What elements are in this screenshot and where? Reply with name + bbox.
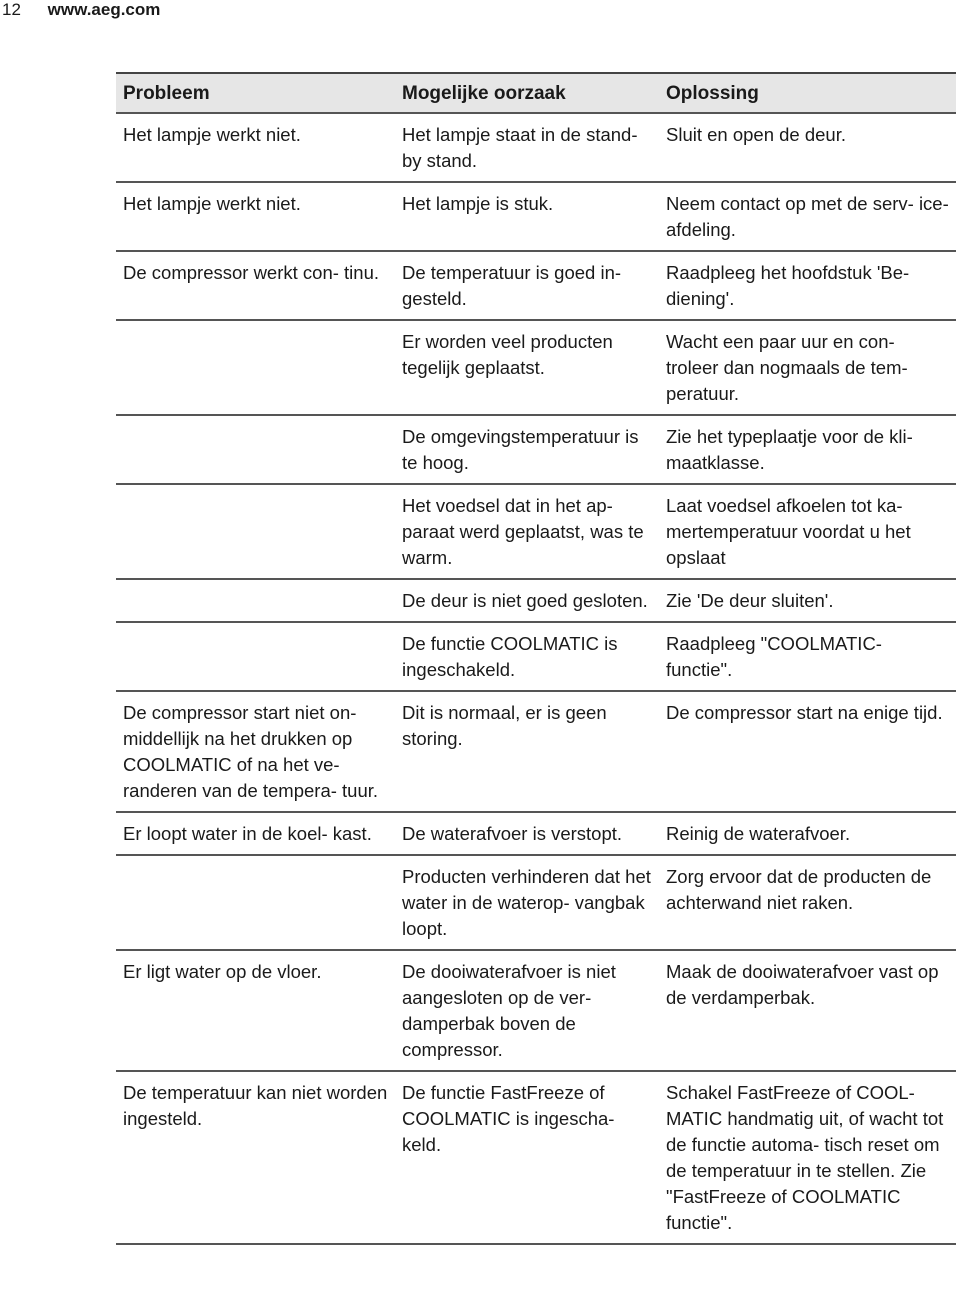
cell-solution: Schakel FastFreeze of COOL- MATIC handmatig uit, of wacht tot de functie automa- tisch reset om de temperatuur in te stellen. Zie "FastFreeze of COOLMATIC functie".: [659, 1071, 956, 1244]
cell-cause: De functie FastFreeze of COOLMATIC is ingescha- keld.: [395, 1071, 659, 1244]
cell-cause: Er worden veel producten tegelijk geplaatst.: [395, 320, 659, 415]
cell-cause: De deur is niet goed gesloten.: [395, 579, 659, 622]
column-header-problem: Probleem: [116, 73, 395, 113]
cell-cause: Het voedsel dat in het ap- paraat werd geplaatst, was te warm.: [395, 484, 659, 579]
column-header-cause: Mogelijke oorzaak: [395, 73, 659, 113]
cell-problem: De temperatuur kan niet worden ingesteld.: [116, 1071, 395, 1244]
table-row: [116, 251, 956, 320]
cell-solution: Laat voedsel afkoelen tot ka- mertemperatuur voordat u het opslaat: [659, 484, 956, 579]
cell-problem: De compressor werkt con- tinu.: [116, 251, 395, 320]
table-row: [116, 812, 956, 855]
column-header-solution: Oplossing: [659, 73, 956, 113]
table-row: [116, 691, 956, 812]
cell-solution: Reinig de waterafvoer.: [659, 812, 956, 855]
table-row: [116, 415, 956, 484]
table-row: [116, 182, 956, 251]
troubleshooting-table: [116, 72, 956, 1245]
cell-cause: Producten verhinderen dat het water in de waterop- vangbak loopt.: [395, 855, 659, 950]
table-row: [116, 855, 956, 950]
cell-solution: Maak de dooiwaterafvoer vast op de verdamperbak.: [659, 950, 956, 1071]
cell-problem: Er ligt water op de vloer.: [116, 950, 395, 1071]
cell-solution: Zie het typeplaatje voor de kli- maatklasse.: [659, 415, 956, 484]
cell-solution: Sluit en open de deur.: [659, 113, 956, 182]
table-row: [116, 622, 956, 691]
cell-problem: [116, 622, 395, 691]
cell-problem: [116, 415, 395, 484]
cell-solution: De compressor start na enige tijd.: [659, 691, 956, 812]
cell-cause: Het lampje is stuk.: [395, 182, 659, 251]
page-number: 12: [2, 0, 21, 19]
cell-problem: [116, 320, 395, 415]
page-header: [2, 0, 160, 22]
cell-cause: De dooiwaterafvoer is niet aangesloten op de ver- damperbak boven de compressor.: [395, 950, 659, 1071]
cell-solution: Zorg ervoor dat de producten de achterwand niet raken.: [659, 855, 956, 950]
cell-problem: Er loopt water in de koel- kast.: [116, 812, 395, 855]
cell-problem: [116, 484, 395, 579]
cell-solution: Raadpleeg het hoofdstuk 'Be- diening'.: [659, 251, 956, 320]
cell-problem: [116, 579, 395, 622]
table-row: [116, 950, 956, 1071]
cell-cause: Het lampje staat in de stand-by stand.: [395, 113, 659, 182]
cell-cause: De functie COOLMATIC is ingeschakeld.: [395, 622, 659, 691]
cell-problem: De compressor start niet on- middellijk na het drukken op COOLMATIC of na het ve- randeren van de tempera- tuur.: [116, 691, 395, 812]
table-row: [116, 1071, 956, 1244]
cell-solution: Raadpleeg "COOLMATIC- functie".: [659, 622, 956, 691]
cell-problem: Het lampje werkt niet.: [116, 182, 395, 251]
site-url: www.aeg.com: [47, 0, 161, 19]
table-row: [116, 484, 956, 579]
cell-problem: Het lampje werkt niet.: [116, 113, 395, 182]
table-row: [116, 579, 956, 622]
table-row: [116, 113, 956, 182]
cell-cause: De waterafvoer is verstopt.: [395, 812, 659, 855]
table-header-row: [116, 73, 956, 113]
cell-cause: Dit is normaal, er is geen storing.: [395, 691, 659, 812]
cell-solution: Zie 'De deur sluiten'.: [659, 579, 956, 622]
table-row: [116, 320, 956, 415]
cell-cause: De omgevingstemperatuur is te hoog.: [395, 415, 659, 484]
cell-solution: Neem contact op met de serv- ice-afdeling.: [659, 182, 956, 251]
cell-solution: Wacht een paar uur en con- troleer dan nogmaals de tem- peratuur.: [659, 320, 956, 415]
cell-problem: [116, 855, 395, 950]
cell-cause: De temperatuur is goed in- gesteld.: [395, 251, 659, 320]
